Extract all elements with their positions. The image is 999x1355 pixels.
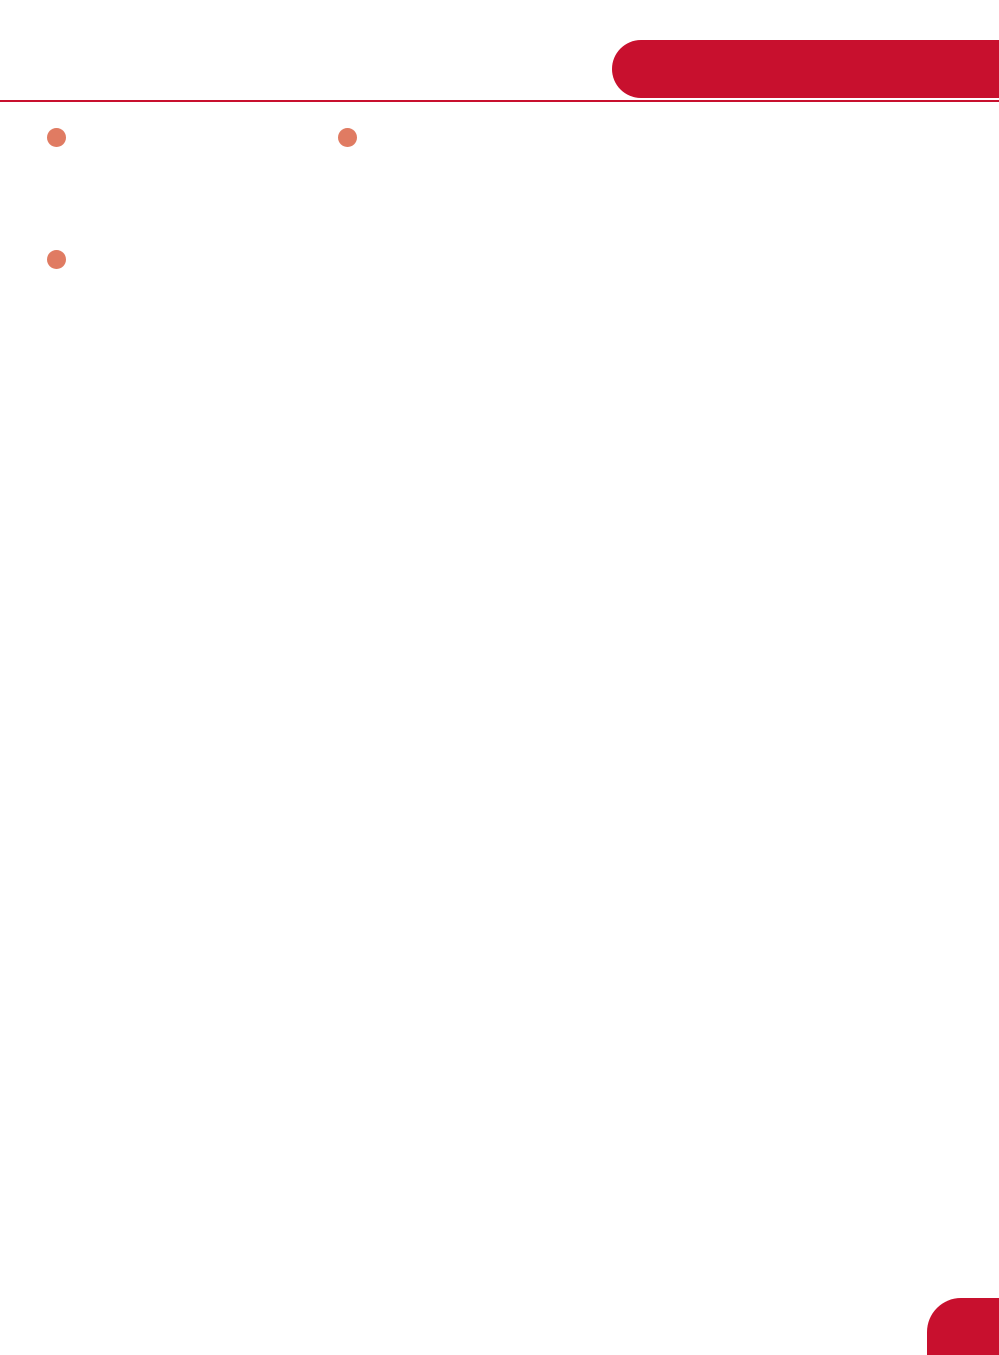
page-number-tab xyxy=(927,1298,999,1355)
